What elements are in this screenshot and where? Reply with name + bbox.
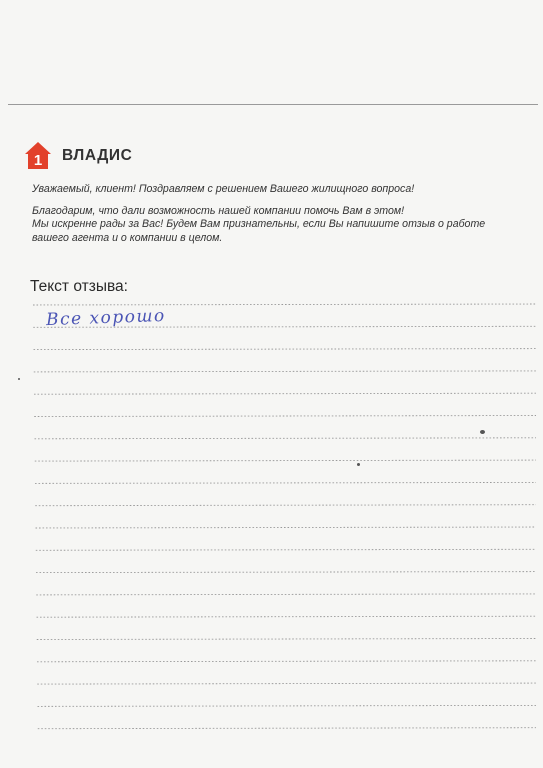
scan-speck (357, 463, 360, 466)
ruled-line (36, 594, 536, 595)
review-title: Текст отзыва: (30, 278, 128, 295)
ruled-line (35, 482, 536, 483)
scan-speck (480, 430, 485, 434)
ruled-line (34, 416, 536, 417)
brand-name: ВЛАДИС (62, 146, 133, 164)
handwritten-review: Все хорошо (45, 305, 167, 331)
ruled-line (36, 549, 536, 550)
ruled-line (37, 639, 536, 640)
ruled-line (38, 728, 536, 729)
request-text-2: вашего агента и о компании в целом. (32, 231, 223, 244)
ruled-line (37, 683, 536, 684)
scan-speck (18, 378, 20, 380)
ruled-line (35, 460, 536, 461)
ruled-line (37, 661, 536, 662)
greeting-text: Уважаемый, клиент! Поздравляем с решением Вашего жилищного вопроса! (32, 183, 415, 195)
ruled-line (37, 616, 537, 617)
ruled-line (35, 505, 536, 506)
request-text-1: Мы искренне рады за Вас! Будем Вам признательны, если Вы напишите отзыв о работе (32, 218, 486, 230)
ruled-line (35, 438, 537, 439)
ruled-line (36, 572, 536, 573)
ruled-line (38, 705, 537, 706)
ruled-line (34, 393, 536, 394)
ruled-line (34, 371, 536, 372)
ruled-line (36, 527, 537, 528)
thanks-text: Благодарим, что дали возможность нашей компании помочь Вам в этом! (32, 204, 405, 217)
ruled-line (33, 304, 536, 305)
svg-text:1: 1 (33, 152, 43, 169)
ruled-line (34, 349, 537, 350)
